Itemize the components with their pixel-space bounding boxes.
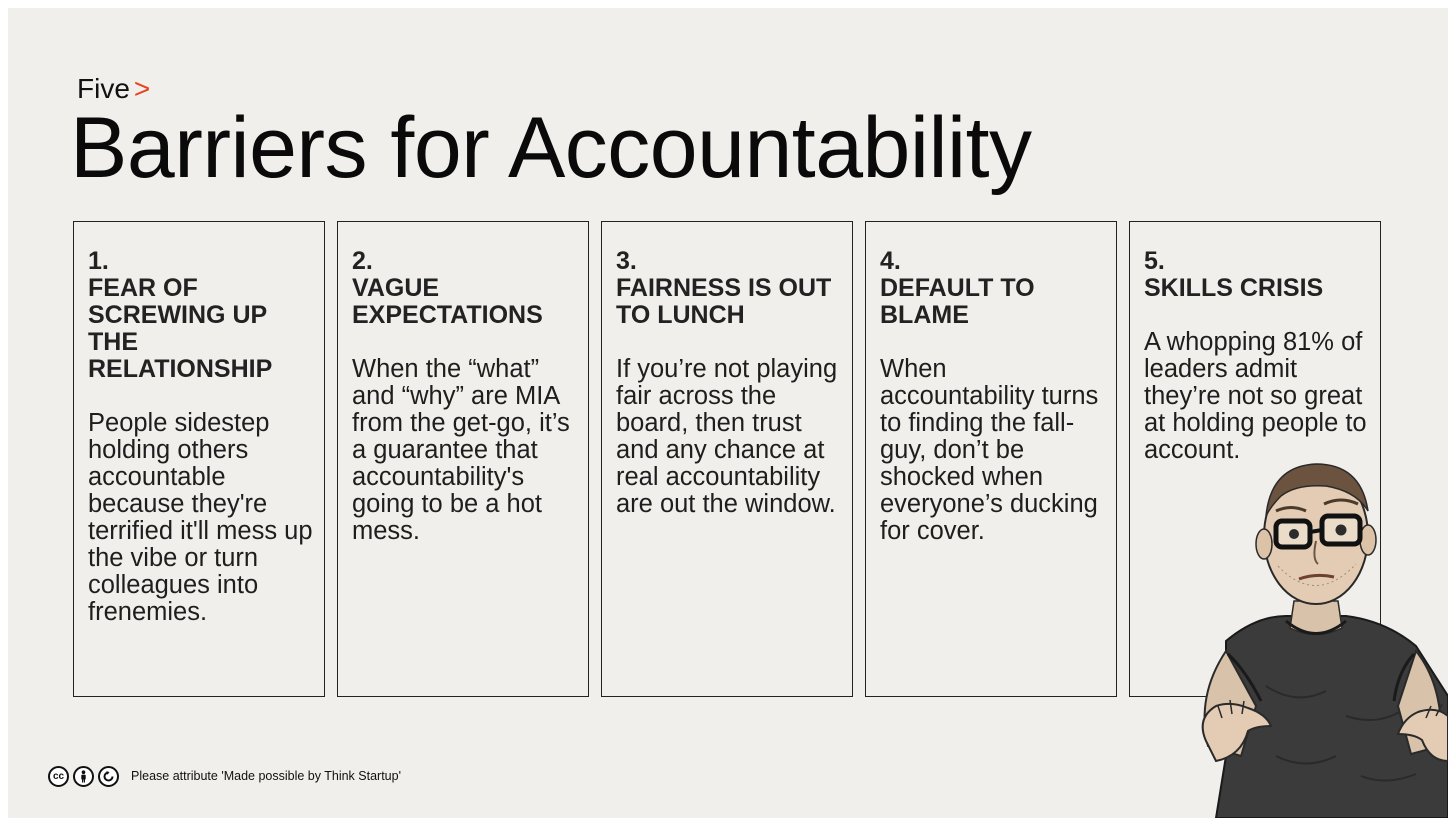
barrier-card-4	[865, 221, 1117, 697]
license-footer	[48, 763, 401, 789]
card-body: When the “what” and “why” are MIA from the get-go, it’s a guarantee that accountability's going to be a hot mess.	[352, 355, 570, 545]
cc-label: cc	[52, 770, 65, 782]
shrugging-man-illustration	[1186, 456, 1448, 818]
cc-icon	[48, 766, 69, 787]
attribution-text: Please attribute 'Made possible by Think Startup'	[131, 769, 401, 783]
card-body: If you’re not playing fair across the board, then trust and any chance at real accountability are out the window.	[616, 355, 838, 518]
card-number: 3.	[616, 247, 637, 275]
slide-title: Barriers for Accountability	[70, 100, 1032, 196]
barrier-card-3	[601, 221, 853, 697]
card-heading: SKILLS CRISIS	[1144, 274, 1324, 302]
slide	[8, 8, 1448, 818]
kicker-arrow: >	[133, 73, 151, 104]
card-body: When accountability turns to finding the fall-guy, don’t be shocked when everyone’s ducking for cover.	[880, 355, 1099, 545]
card-heading: FAIRNESS IS OUT TO LUNCH	[616, 274, 832, 329]
share-alike-icon	[98, 766, 119, 787]
card-number: 1.	[88, 247, 109, 275]
card-number: 4.	[880, 247, 901, 275]
card-heading: VAGUE EXPECTATIONS	[352, 274, 543, 329]
card-body: A whopping 81% of leaders admit they’re not so great at holding people to account.	[1144, 328, 1367, 464]
kicker-text: Five	[77, 73, 130, 104]
card-heading: DEFAULT TO BLAME	[880, 274, 1035, 329]
attribution-person-icon	[73, 766, 94, 787]
card-number: 2.	[352, 247, 373, 275]
barrier-card-1	[73, 221, 325, 697]
card-number: 5.	[1144, 247, 1165, 275]
card-body: People sidestep holding others accountable because they're terrified it'll mess up the vibe or turn colleagues into frenemies.	[88, 409, 313, 626]
barrier-card-2	[337, 221, 589, 697]
card-heading: FEAR OF SCREWING UP THE RELATIONSHIP	[88, 274, 273, 383]
